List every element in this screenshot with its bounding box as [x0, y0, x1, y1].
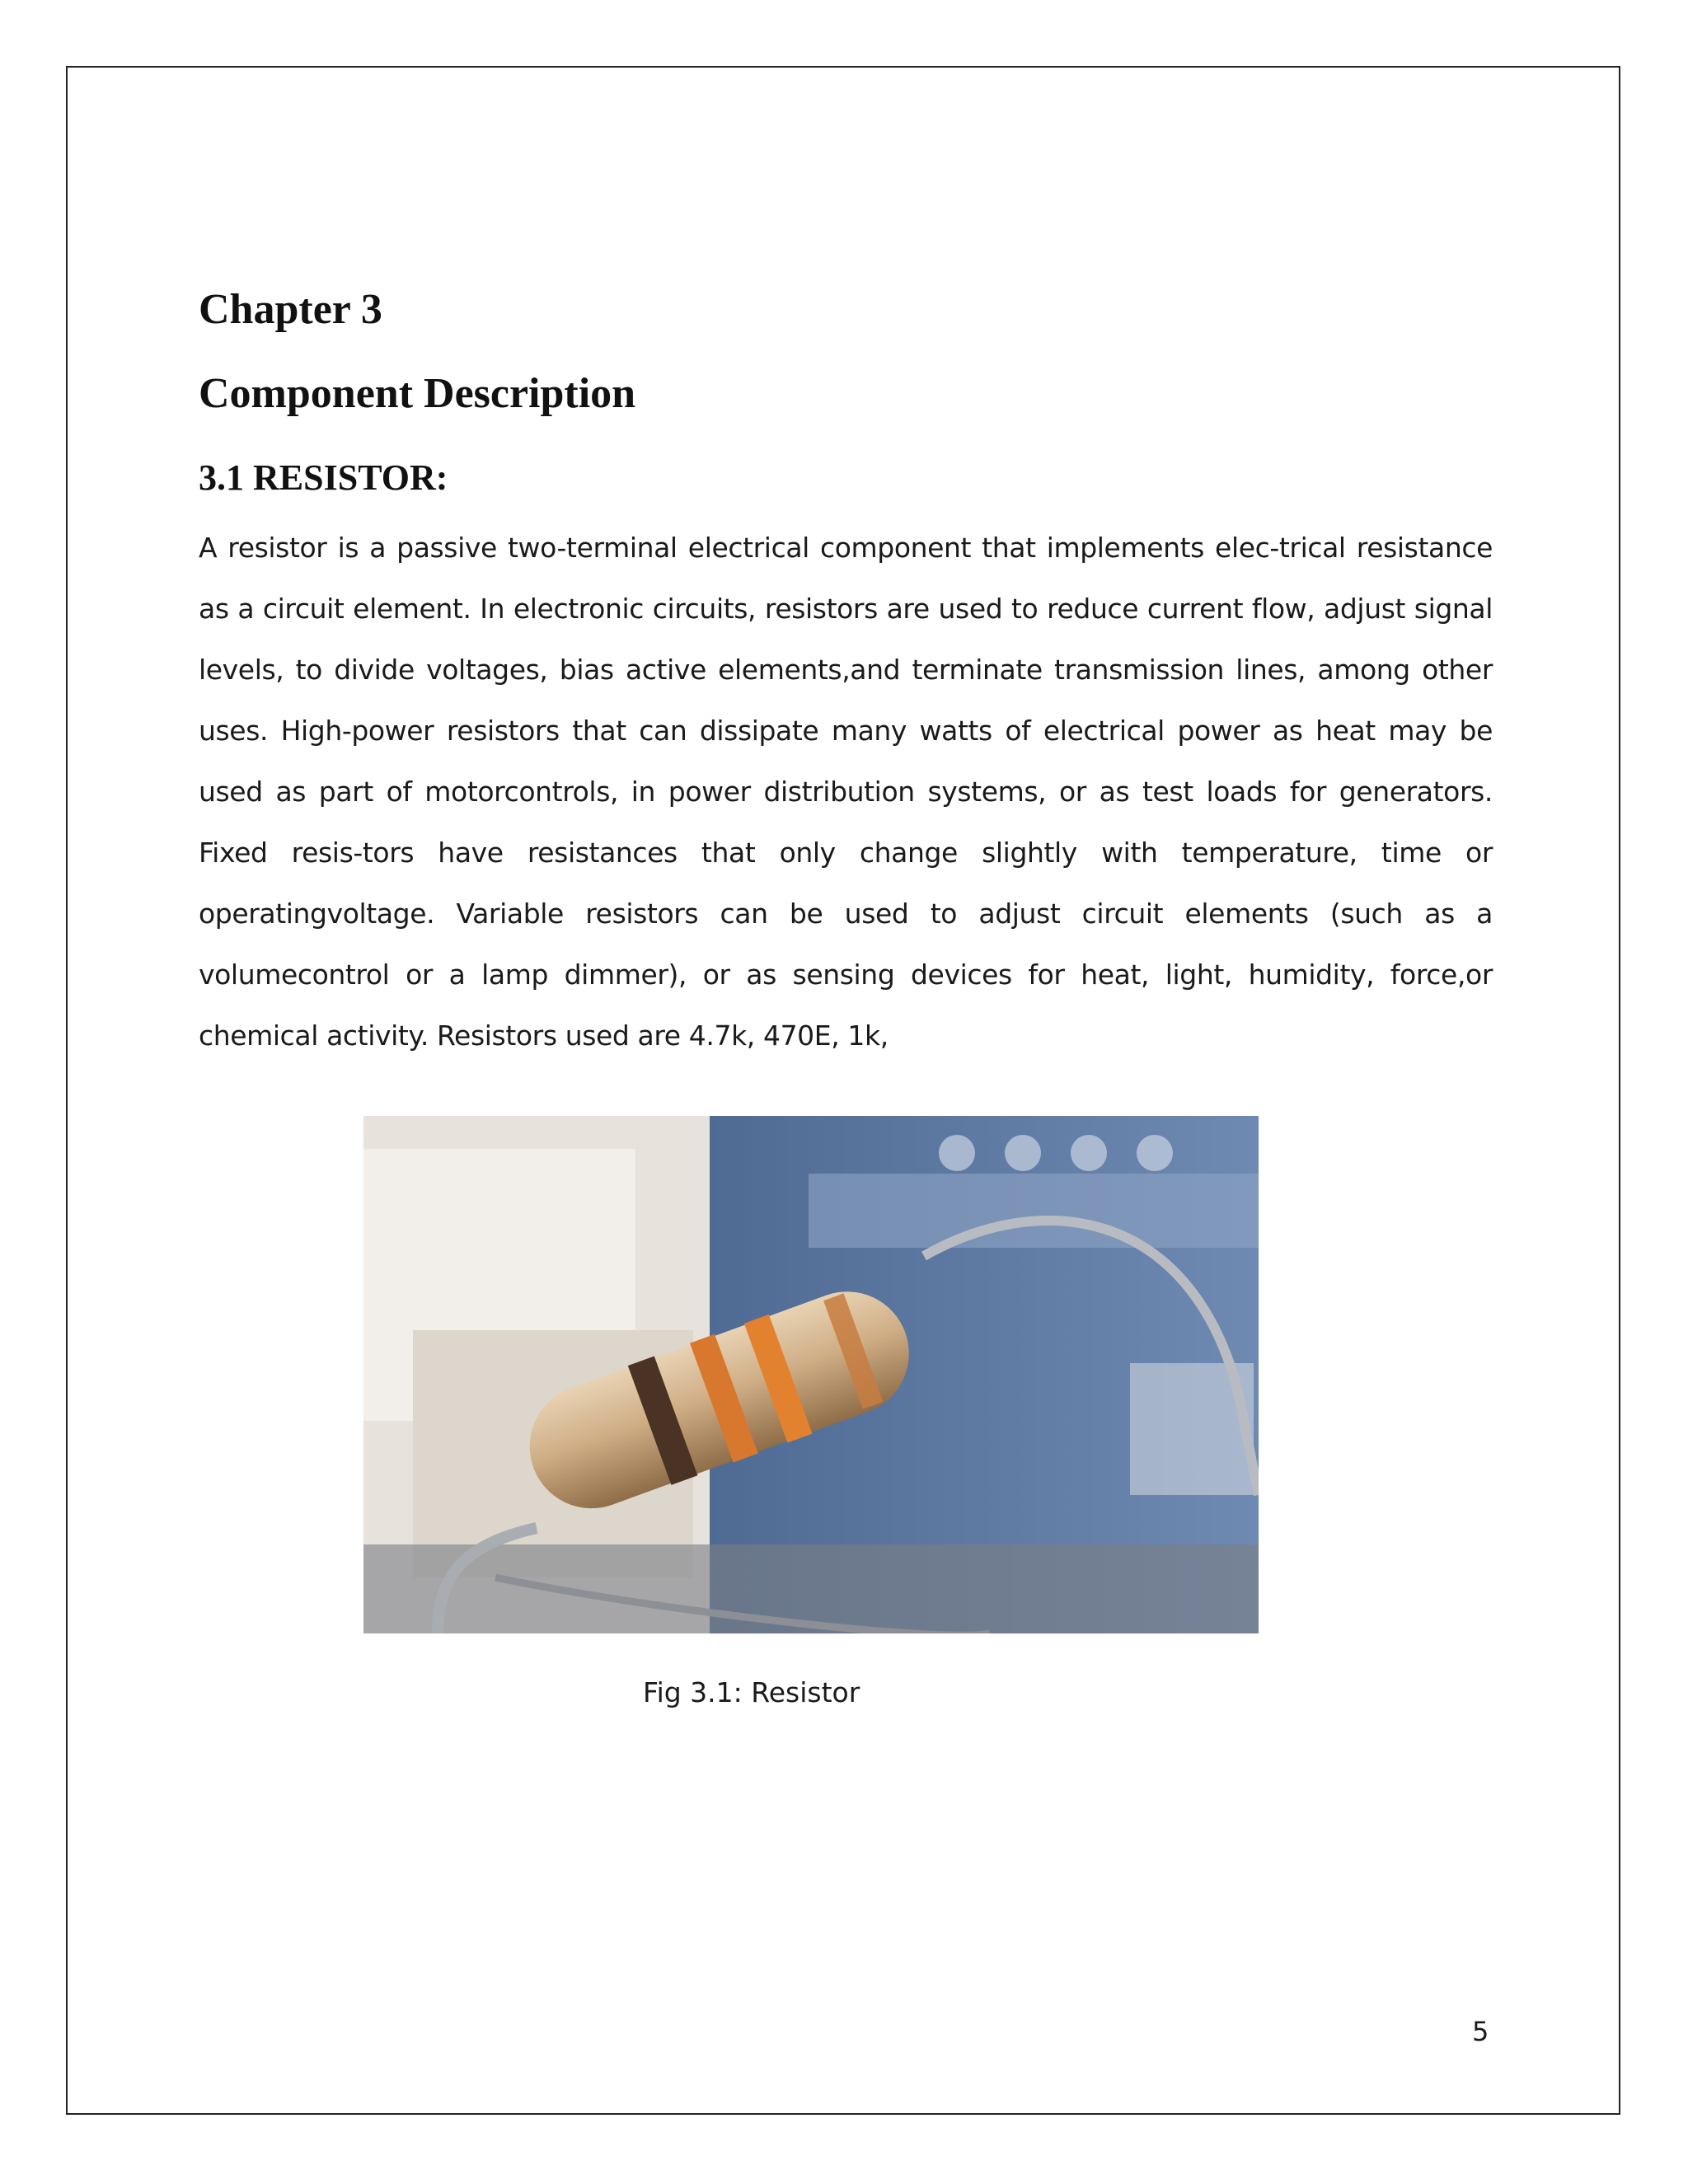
chapter-title: Component Description [199, 370, 636, 417]
page-number: 5 [1472, 2016, 1489, 2047]
resistor-photo [363, 1116, 1259, 1633]
section-heading: 3.1 RESISTOR: [199, 457, 448, 498]
resistor-illustration [363, 1116, 1259, 1633]
chapter-heading: Chapter 3 [199, 286, 382, 333]
figure-caption: Fig 3.1: Resistor [643, 1676, 860, 1708]
body-paragraph: A resistor is a passive two-terminal electrical component that implements elec-trical resistance as a circuit element. In electronic circuits, resistors are used to reduce current flow, adjust signal levels, to divide voltages, bias active elements,and terminate transmission lines, among other uses. High-power resistors that can dissipate many watts of electrical power as heat may be used as part of motorcontrols, in power distribution systems, or as test loads for generators. Fixed resis-tors have resistances that only change slightly with temperature, time or operatingvoltage. Variable resistors can be used to adjust circuit elements (such as a volumecontrol or a lamp dimmer), or as sensing devices for heat, light, humidity, force,or chemical activity. Resistors used are 4.7k, 470E, 1k, [199, 532, 1493, 1052]
page-content [199, 288, 1493, 1066]
